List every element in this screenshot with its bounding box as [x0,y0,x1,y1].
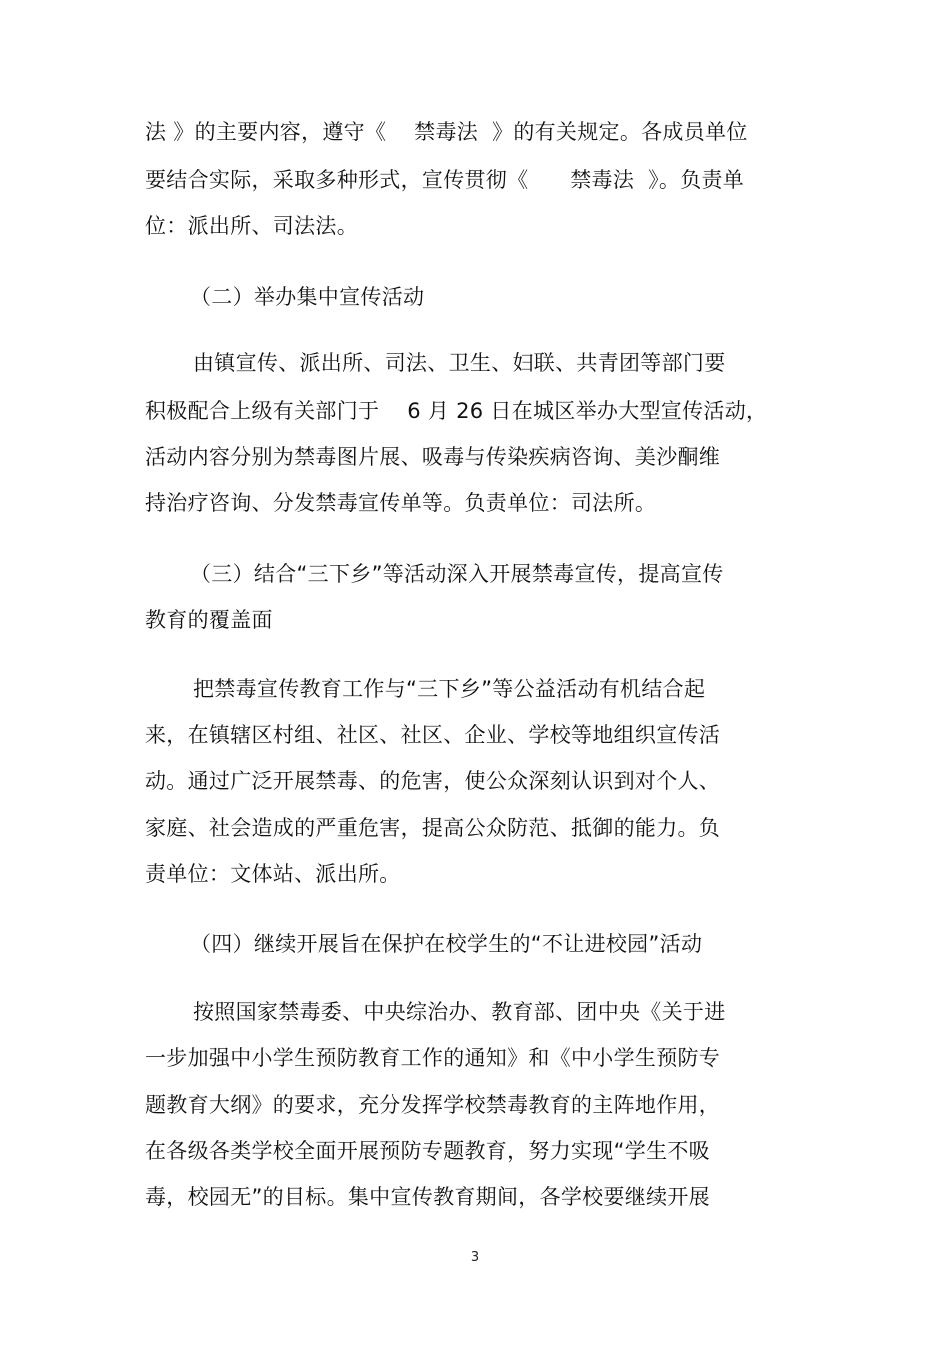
paragraph-line: 持治疗咨询、分发禁毒宣传单等。负责单位：司法所。 [145,491,657,515]
paragraph-line: 一步加强中小学生预防教育工作的通知》和《中小学生预防专 [145,1046,721,1070]
page-number: 3 [470,1250,480,1265]
paragraph-line: 积极配合上级有关部门于 6 月 26 日在城区举办大型宣传活动， [145,399,768,423]
paragraph-line: 由镇宣传、派出所、司法、卫生、妇联、共青团等部门要 [193,351,726,375]
paragraph-line: 题教育大纲》的要求，充分发挥学校禁毒教育的主阵地作用， [145,1093,721,1117]
paragraph-line: 位：派出所、司法法。 [145,214,358,238]
paragraph-line: 在各级各类学校全面开展预防专题教育，努力实现“学生不吸 [145,1139,710,1163]
paragraph-line: 责单位：文体站、派出所。 [145,862,401,886]
paragraph-line: 按照国家禁毒委、中央综治办、教育部、团中央《关于进 [193,1000,726,1024]
paragraph-line: 毒，校园无”的目标。集中宣传教育期间，各学校要继续开展 [145,1185,710,1209]
paragraph-line: 法 》的主要内容，遵守《 禁毒法 》的有关规定。各成员单位 [145,120,748,144]
section-heading: （四）继续开展旨在保护在校学生的“不让进校园”活动 [190,932,703,956]
paragraph-line: 把禁毒宣传教育工作与“三下乡”等公益活动有机结合起 [193,677,706,701]
paragraph-line: 家庭、社会造成的严重危害，提高公众防范、抵御的能力。负 [145,816,721,840]
paragraph-line: 要结合实际，采取多种形式，宣传贯彻《 禁毒法 》。负责单 [145,168,745,192]
paragraph-line: 动。通过广泛开展禁毒、的危害，使公众深刻认识到对个人、 [145,769,721,793]
paragraph-line: 活动内容分别为禁毒图片展、吸毒与传染疾病咨询、美沙酮维 [145,445,721,469]
section-heading: （三）结合“三下乡”等活动深入开展禁毒宣传，提高宣传 [190,562,724,586]
section-heading: （二）举办集中宣传活动 [190,285,425,309]
section-heading: 教育的覆盖面 [145,608,273,632]
paragraph-line: 来，在镇辖区村组、社区、社区、企业、学校等地组织宣传活 [145,723,721,747]
